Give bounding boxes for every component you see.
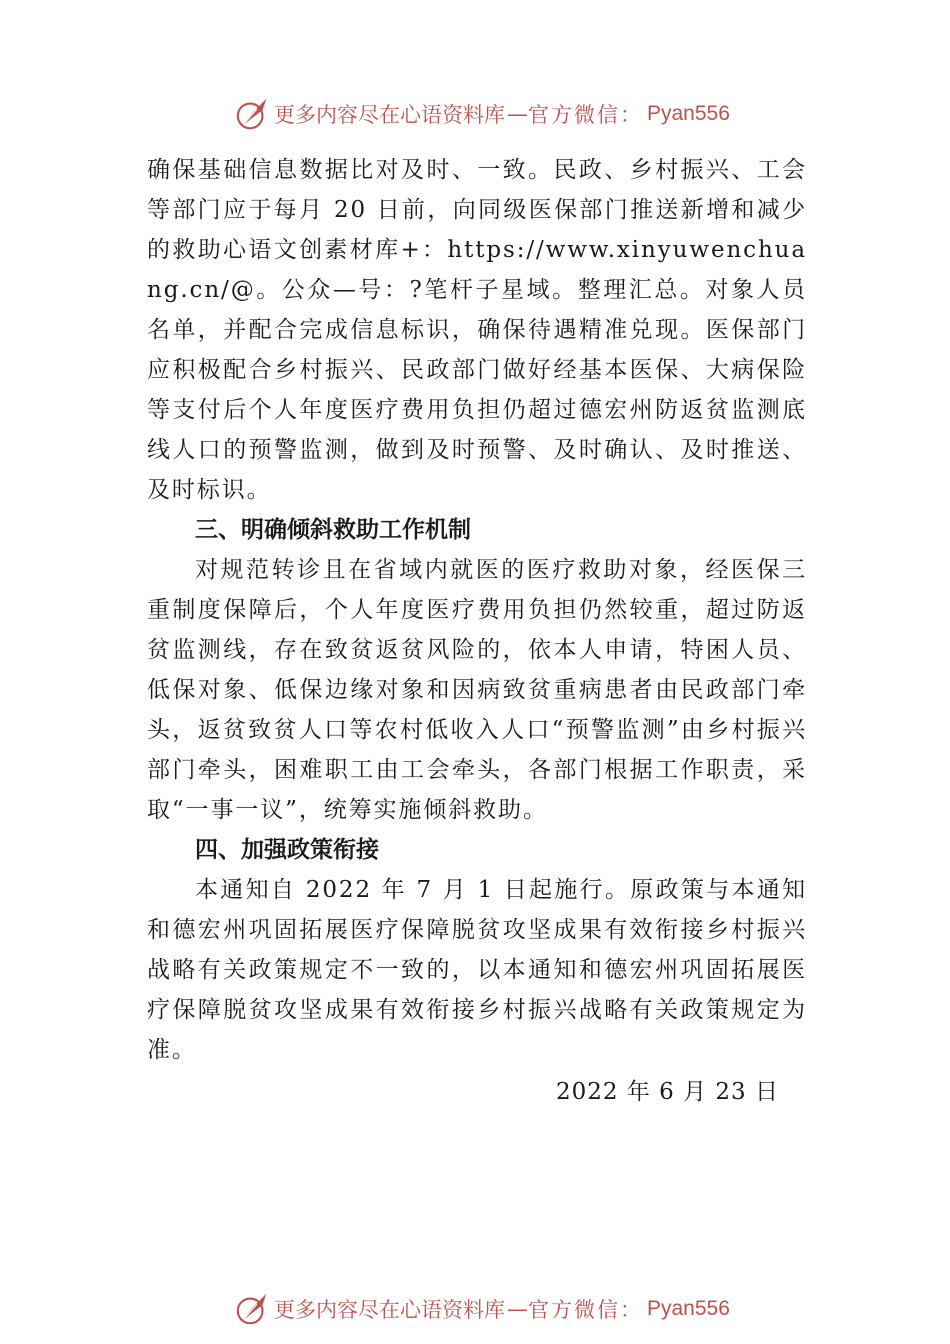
header-banner	[234, 94, 730, 134]
banner-wechat-id: Pyan556	[647, 102, 730, 125]
banner-official-label: 官方微信：	[528, 1298, 643, 1322]
paragraph-3: 本通知自 2022 年 7 月 1 日起施行。原政策与本通知和德宏州巩固拓展医疗保障脱贫攻坚成果有效衔接乡村振兴战略有关政策规定不一致的，以本通知和德宏州巩固拓展医疗保障脱贫攻坚成果有效衔接乡村振兴战略有关政策规定为准。	[147, 877, 807, 1063]
footer-banner	[234, 1289, 730, 1329]
banner-wechat-id: Pyan556	[647, 1297, 730, 1320]
banner-separator: —	[507, 102, 526, 126]
quill-pen-logo-icon	[234, 95, 272, 133]
quill-pen-logo-icon	[234, 1290, 272, 1328]
paragraph-2: 对规范转诊且在省域内就医的医疗救助对象，经医保三重制度保障后，个人年度医疗费用负担仍然较重，超过防返贫监测线，存在致贫返贫风险的，依本人申请，特困人员、低保对象、低保边缘对象和因病致贫重病患者由民政部门牵头，返贫致贫人口等农村低收入人口“预警监测”由乡村振兴部门牵头，困难职工由工会牵头，各部门根据工作职责，采取“一事一议”，统筹实施倾斜救助。	[147, 557, 807, 823]
paragraph-1: 确保基础信息数据比对及时、一致。民政、乡村振兴、工会等部门应于每月 20 日前，向同级医保部门推送新增和减少的救助心语文创素材库+：https://www.xinyuwenchuang.cn/@。公众—号：?笔杆子星域。整理汇总。对象人员名单，并配合完成信息标识，确保待遇精准兑现。医保部门应积极配合乡村振兴、民政部门做好经基本医保、大病保险等支付后个人年度医疗费用负担仍超过德宏州防返贫监测底线人口的预警监测，做到及时预警、及时确认、及时推送、及时标识。	[147, 157, 807, 503]
banner-brand: 更多内容尽在心语资料库	[274, 103, 505, 127]
document-date: 2022 年 6 月 23 日	[556, 1079, 779, 1105]
banner-official-label: 官方微信：	[528, 103, 643, 127]
document-body	[147, 150, 807, 1112]
banner-separator: —	[507, 1297, 526, 1321]
section-heading-3: 三、明确倾斜救助工作机制	[195, 517, 471, 543]
banner-brand: 更多内容尽在心语资料库	[274, 1298, 505, 1322]
section-heading-4: 四、加强政策衔接	[195, 837, 379, 863]
